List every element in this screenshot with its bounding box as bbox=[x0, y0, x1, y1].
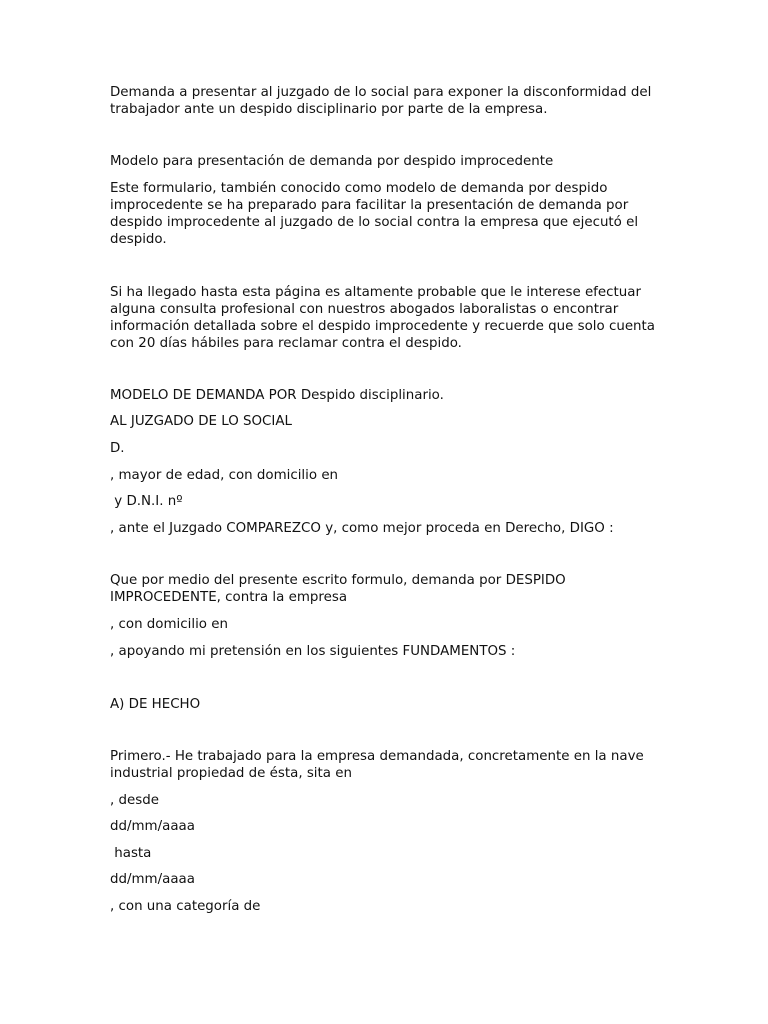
court-line: AL JUZGADO DE LO SOCIAL bbox=[110, 414, 292, 429]
since-line: , desde bbox=[110, 793, 159, 808]
document-heading: Modelo para presentación de demanda por despido improcedente bbox=[110, 154, 554, 169]
intro-paragraph: Demanda a presentar al juzgado de lo social para exponer la disconformidad del trabajador ante un despido disciplinario por parte de la empresa. bbox=[110, 85, 656, 117]
claim-paragraph: Que por medio del presente escrito formulo, demanda por DESPIDO IMPROCEDENTE, contra la empresa bbox=[110, 573, 570, 605]
company-domicile-line: , con domicilio en bbox=[110, 617, 228, 632]
age-domicile-line: , mayor de edad, con domicilio en bbox=[110, 468, 339, 483]
first-fact-paragraph: Primero.- He trabajado para la empresa demandada, concretamente en la nave industrial propiedad de ésta, sita en bbox=[110, 749, 649, 781]
model-title: MODELO DE DEMANDA POR Despido disciplinario. bbox=[110, 388, 444, 403]
facts-heading: A) DE HECHO bbox=[110, 697, 201, 712]
date-from-line: dd/mm/aaaa bbox=[110, 819, 195, 834]
dni-line: y D.N.I. nº bbox=[110, 494, 183, 509]
grounds-line: , apoyando mi pretensión en los siguientes FUNDAMENTOS : bbox=[110, 644, 516, 659]
category-line: , con una categoría de bbox=[110, 899, 261, 914]
date-to-line: dd/mm/aaaa bbox=[110, 872, 195, 887]
description-paragraph: Este formulario, también conocido como modelo de demanda por despido improcedente se ha preparado para facilitar la presentación de demanda por despido improcedente al juzgado de lo social contra la empresa que ejecutó el despido. bbox=[110, 181, 643, 247]
appear-line: , ante el Juzgado COMPAREZCO y, como mejor proceda en Derecho, DIGO : bbox=[110, 521, 614, 536]
notice-paragraph: Si ha llegado hasta esta página es altamente probable que le interese efectuar alguna consulta profesional con nuestros abogados laboralistas o encontrar información detallada sobre el despido improcedente y recuerde que solo cuenta con 20 días hábiles para reclamar contra el despido. bbox=[110, 285, 660, 351]
name-prefix-line: D. bbox=[110, 441, 125, 456]
until-line: hasta bbox=[110, 846, 152, 861]
